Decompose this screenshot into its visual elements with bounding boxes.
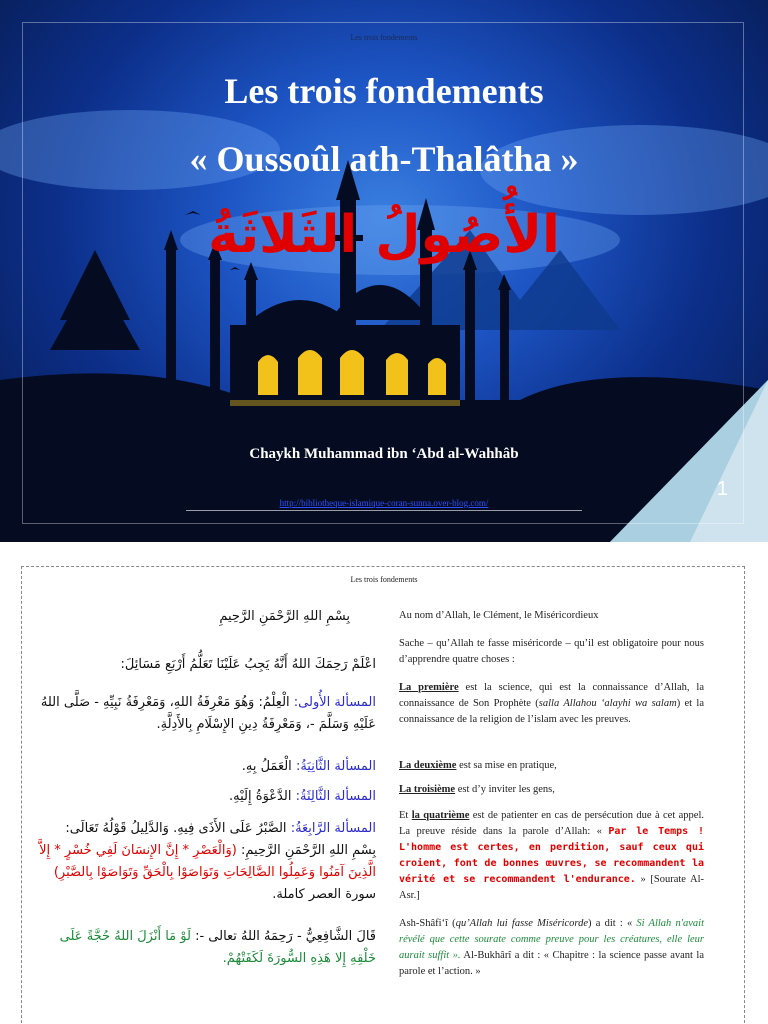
- issue-1-label: المسألة الأُولى:: [293, 695, 376, 710]
- shafii-intro: قَالَ الشَّافِعِيُّ - رَحِمَهُ اللهُ تعالى -:: [195, 929, 376, 944]
- issue-4-text: الصَّبْرُ عَلَى الأَذَى فِيهِ. وَالدَّلِيلُ قَوْلُهُ تَعَالَى: بِسْمِ اللهِ الرَّحْمَنِ الرَّحِيمِ:: [65, 821, 376, 858]
- second-text: est sa mise en pratique,: [456, 760, 557, 771]
- french-intro: Sache – qu’Allah te fasse miséricorde – qu’il est obligatoire pour nous d’apprendre quatre choses :: [399, 638, 704, 665]
- surah-asr-translation: Par le Temps ! L'homme est certes, en perdition, sauf ceux qui croient, font de bonnes œuvres, se recommandent la vérité et se recommandent l'endurance.: [399, 826, 705, 885]
- french-first: [399, 680, 704, 728]
- shafii-quote: لَوْ مَا أَنْزَلَ اللهُ حُجَّةً عَلَى خَلْقِهِ إِلا هَذِهِ السُّورَةَ لَكَفَتْهُمْ.: [59, 929, 376, 966]
- arabic-issue-4: [38, 818, 376, 906]
- author-name: Chaykh Muhammad ibn ‘Abd al-Wahhâb: [249, 446, 519, 462]
- surah-asr-verse: (وَالْعَصْرِ * إِنَّ الإِنسَانَ لَفِي خُسْرٍ * إِلاَّ الَّذِينَ آمَنُوا وَعَمِلُوا الصَّالِحَاتِ وَتَوَاصَوْا بِالْحَقِّ وَتَوَاصَوْا بِالصَّبْرِ): [39, 843, 376, 880]
- arabic-issue-3: [38, 786, 376, 808]
- shafii-pre: Ash-Shâfi‘î (: [399, 918, 456, 929]
- issue-3-label: المسألة الثَّالِثَةُ:: [295, 789, 376, 804]
- fourth-text: est de patienter en cas de persécution due à cet appel. La preuve réside dans la parole d’Allah: «: [399, 810, 704, 837]
- surah-asr-end: سورة العصر كاملة.: [272, 887, 376, 902]
- issue-3-text: الدَّعْوَةُ إِلَيْهِ.: [229, 789, 292, 804]
- french-second: [399, 758, 704, 774]
- arabic-basmala: بِسْمِ اللهِ الرَّحْمَنِ الرَّحِيمِ: [219, 609, 350, 624]
- arabic-issue-2: [38, 756, 376, 778]
- shafii-mid: ) a dit : «: [588, 918, 633, 929]
- fourth-end: » [Sourate Al-Asr.]: [399, 874, 704, 901]
- page-number: 1: [716, 478, 728, 500]
- arabic-issue-1: [38, 692, 376, 736]
- arabic-title: الأُصُولُ الثَلاثَةُ: [208, 205, 560, 265]
- title-line-2: « Oussoûl ath-Thalâtha »: [189, 139, 579, 179]
- divider: [186, 510, 582, 511]
- french-shafii: [399, 916, 704, 980]
- content-page: [0, 542, 768, 1024]
- title-line-1: Les trois fondements: [224, 71, 544, 111]
- shafii-italic: qu’Allah lui fasse Miséricorde: [455, 918, 589, 929]
- arabic-shafii: [38, 926, 376, 970]
- issue-4-label: المسألة الرَّابِعَةُ:: [290, 821, 376, 836]
- page-header: Les trois fondements: [350, 33, 418, 42]
- french-third: [399, 782, 704, 798]
- first-italic: salla Allahou ‘alayhi wa salam: [538, 698, 677, 709]
- issue-2-text: الْعَمَلُ بِهِ.: [241, 759, 292, 774]
- shafii-translation: Si Allah n'avait révélé que cette sourate comme preuve pour les créatures, elle leur aurait suffit ».: [399, 918, 704, 961]
- third-label: La troisième: [399, 784, 456, 795]
- issue-2-label: المسألة الثَّانِيَةُ:: [295, 759, 376, 774]
- first-label: La première: [399, 682, 459, 693]
- fourth-label: la quatrième: [411, 810, 470, 821]
- french-basmala: Au nom d’Allah, le Clément, le Miséricordieux: [399, 610, 599, 621]
- first-text: est la science, qui est la connaissance d’Allah, la connaissance de Son Prophète (: [399, 682, 704, 709]
- fourth-pre: Et: [399, 810, 412, 821]
- bukhari-text: Al-Bukhârî a dit : « Chapitre : la science passe avant la parole et l’action. »: [399, 950, 704, 977]
- third-text: est d’y inviter les gens,: [455, 784, 555, 795]
- french-fourth: [399, 808, 704, 904]
- first-end: ) et la connaissance de la religion de l’islam avec les preuves.: [399, 698, 705, 725]
- second-label: La deuxième: [399, 760, 457, 771]
- website-link[interactable]: http://bibliotheque-islamique-coran-sunna.over-blog.com/: [279, 498, 489, 508]
- page-header: Les trois fondements: [350, 575, 418, 584]
- issue-1-text: الْعِلْمُ: وَهُوَ مَعْرِفَةُ اللهِ، وَمَعْرِفَةُ نَبِيِّهِ - صَلَّى اللهُ عَلَيْهِ وَسَلَّمَ -، وَمَعْرِفَةُ دِينِ الإِسْلَامِ بِالأَدِلَّةِ.: [40, 695, 376, 732]
- arabic-intro: اعْلَمْ رَحِمَكَ اللهُ أَنَّهُ يَجِبُ عَلَيْنَا تَعَلُّمُ أَرْبَعِ مَسَائِلَ:: [120, 657, 376, 672]
